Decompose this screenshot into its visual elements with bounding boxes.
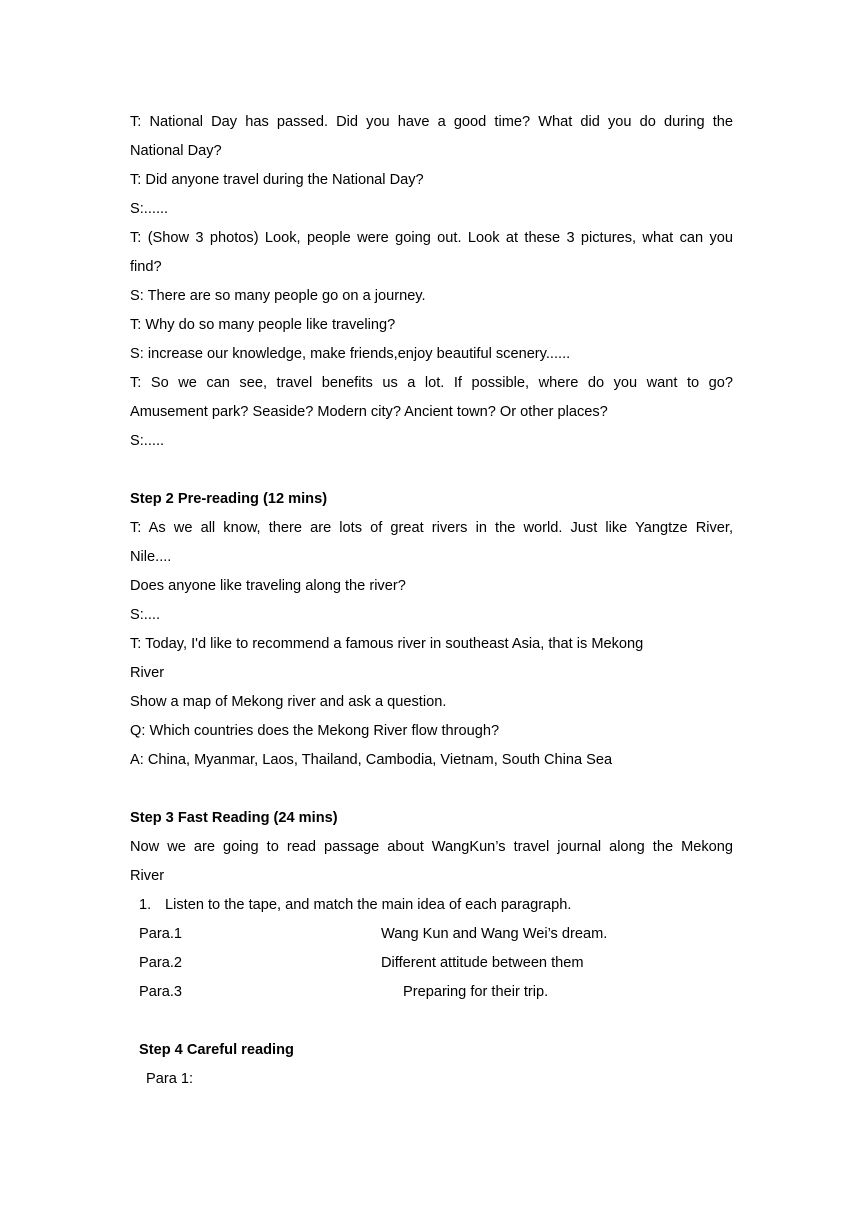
para-label: Para 1:	[146, 1071, 194, 1087]
text-line: T: (Show 3 photos) Look, people were going out. Look at these 3 pictures, what can you	[130, 230, 733, 246]
section-heading: Step 4 Careful reading	[139, 1042, 294, 1058]
match-para: Para.3	[139, 984, 182, 1000]
spacer	[130, 1007, 733, 1036]
section-heading: Step 2 Pre-reading (12 mins)	[130, 491, 328, 507]
match-para: Para.1	[139, 926, 182, 942]
document-page	[130, 108, 733, 1094]
match-idea: Different attitude between them	[381, 955, 584, 971]
text-line: Now we are going to read passage about WangKun’s travel journal along the Mekong	[130, 839, 733, 855]
step4-section	[130, 1036, 733, 1094]
task-text: Listen to the tape, and match the main idea of each paragraph.	[165, 897, 572, 913]
match-idea: Preparing for their trip.	[403, 984, 549, 1000]
match-row	[130, 920, 733, 949]
text-line: T: So we can see, travel benefits us a lot. If possible, where do you want to go?	[130, 375, 733, 391]
text-line: Does anyone like traveling along the river?	[130, 578, 406, 594]
text-line: Show a map of Mekong river and ask a question.	[130, 694, 447, 710]
intro-section	[130, 108, 733, 456]
text-line: T: As we all know, there are lots of great rivers in the world. Just like Yangtze River,	[130, 520, 733, 536]
text-line: Amusement park? Seaside? Modern city? Ancient town? Or other places?	[130, 404, 608, 420]
text-line: Nile....	[130, 549, 172, 565]
text-line: River	[130, 665, 165, 681]
text-line: T: National Day has passed. Did you have a good time? What did you do during the	[130, 114, 733, 130]
spacer	[130, 456, 733, 485]
text-line: S:......	[130, 201, 169, 217]
text-line: find?	[130, 259, 162, 275]
text-line: Q: Which countries does the Mekong River flow through?	[130, 723, 500, 739]
text-line: River	[130, 868, 165, 884]
text-line: National Day?	[130, 143, 222, 159]
text-line: A: China, Myanmar, Laos, Thailand, Cambodia, Vietnam, South China Sea	[130, 752, 613, 768]
match-row	[130, 949, 733, 978]
step3-section	[130, 804, 733, 1007]
text-line: T: Why do so many people like traveling?	[130, 317, 396, 333]
text-line: S:....	[130, 607, 161, 623]
section-heading: Step 3 Fast Reading (24 mins)	[130, 810, 338, 826]
text-line: T: Today, I'd like to recommend a famous river in southeast Asia, that is Mekong	[130, 636, 644, 652]
task-number: 1.	[139, 897, 152, 913]
task-item	[130, 891, 733, 920]
match-para: Para.2	[139, 955, 182, 971]
step2-section	[130, 485, 733, 775]
text-line: S: increase our knowledge, make friends,enjoy beautiful scenery......	[130, 346, 571, 362]
text-line: T: Did anyone travel during the National Day?	[130, 172, 424, 188]
text-line: S:.....	[130, 433, 165, 449]
spacer	[130, 775, 733, 804]
match-row	[130, 978, 733, 1007]
match-idea: Wang Kun and Wang Wei’s dream.	[381, 926, 608, 942]
text-line: S: There are so many people go on a journey.	[130, 288, 426, 304]
